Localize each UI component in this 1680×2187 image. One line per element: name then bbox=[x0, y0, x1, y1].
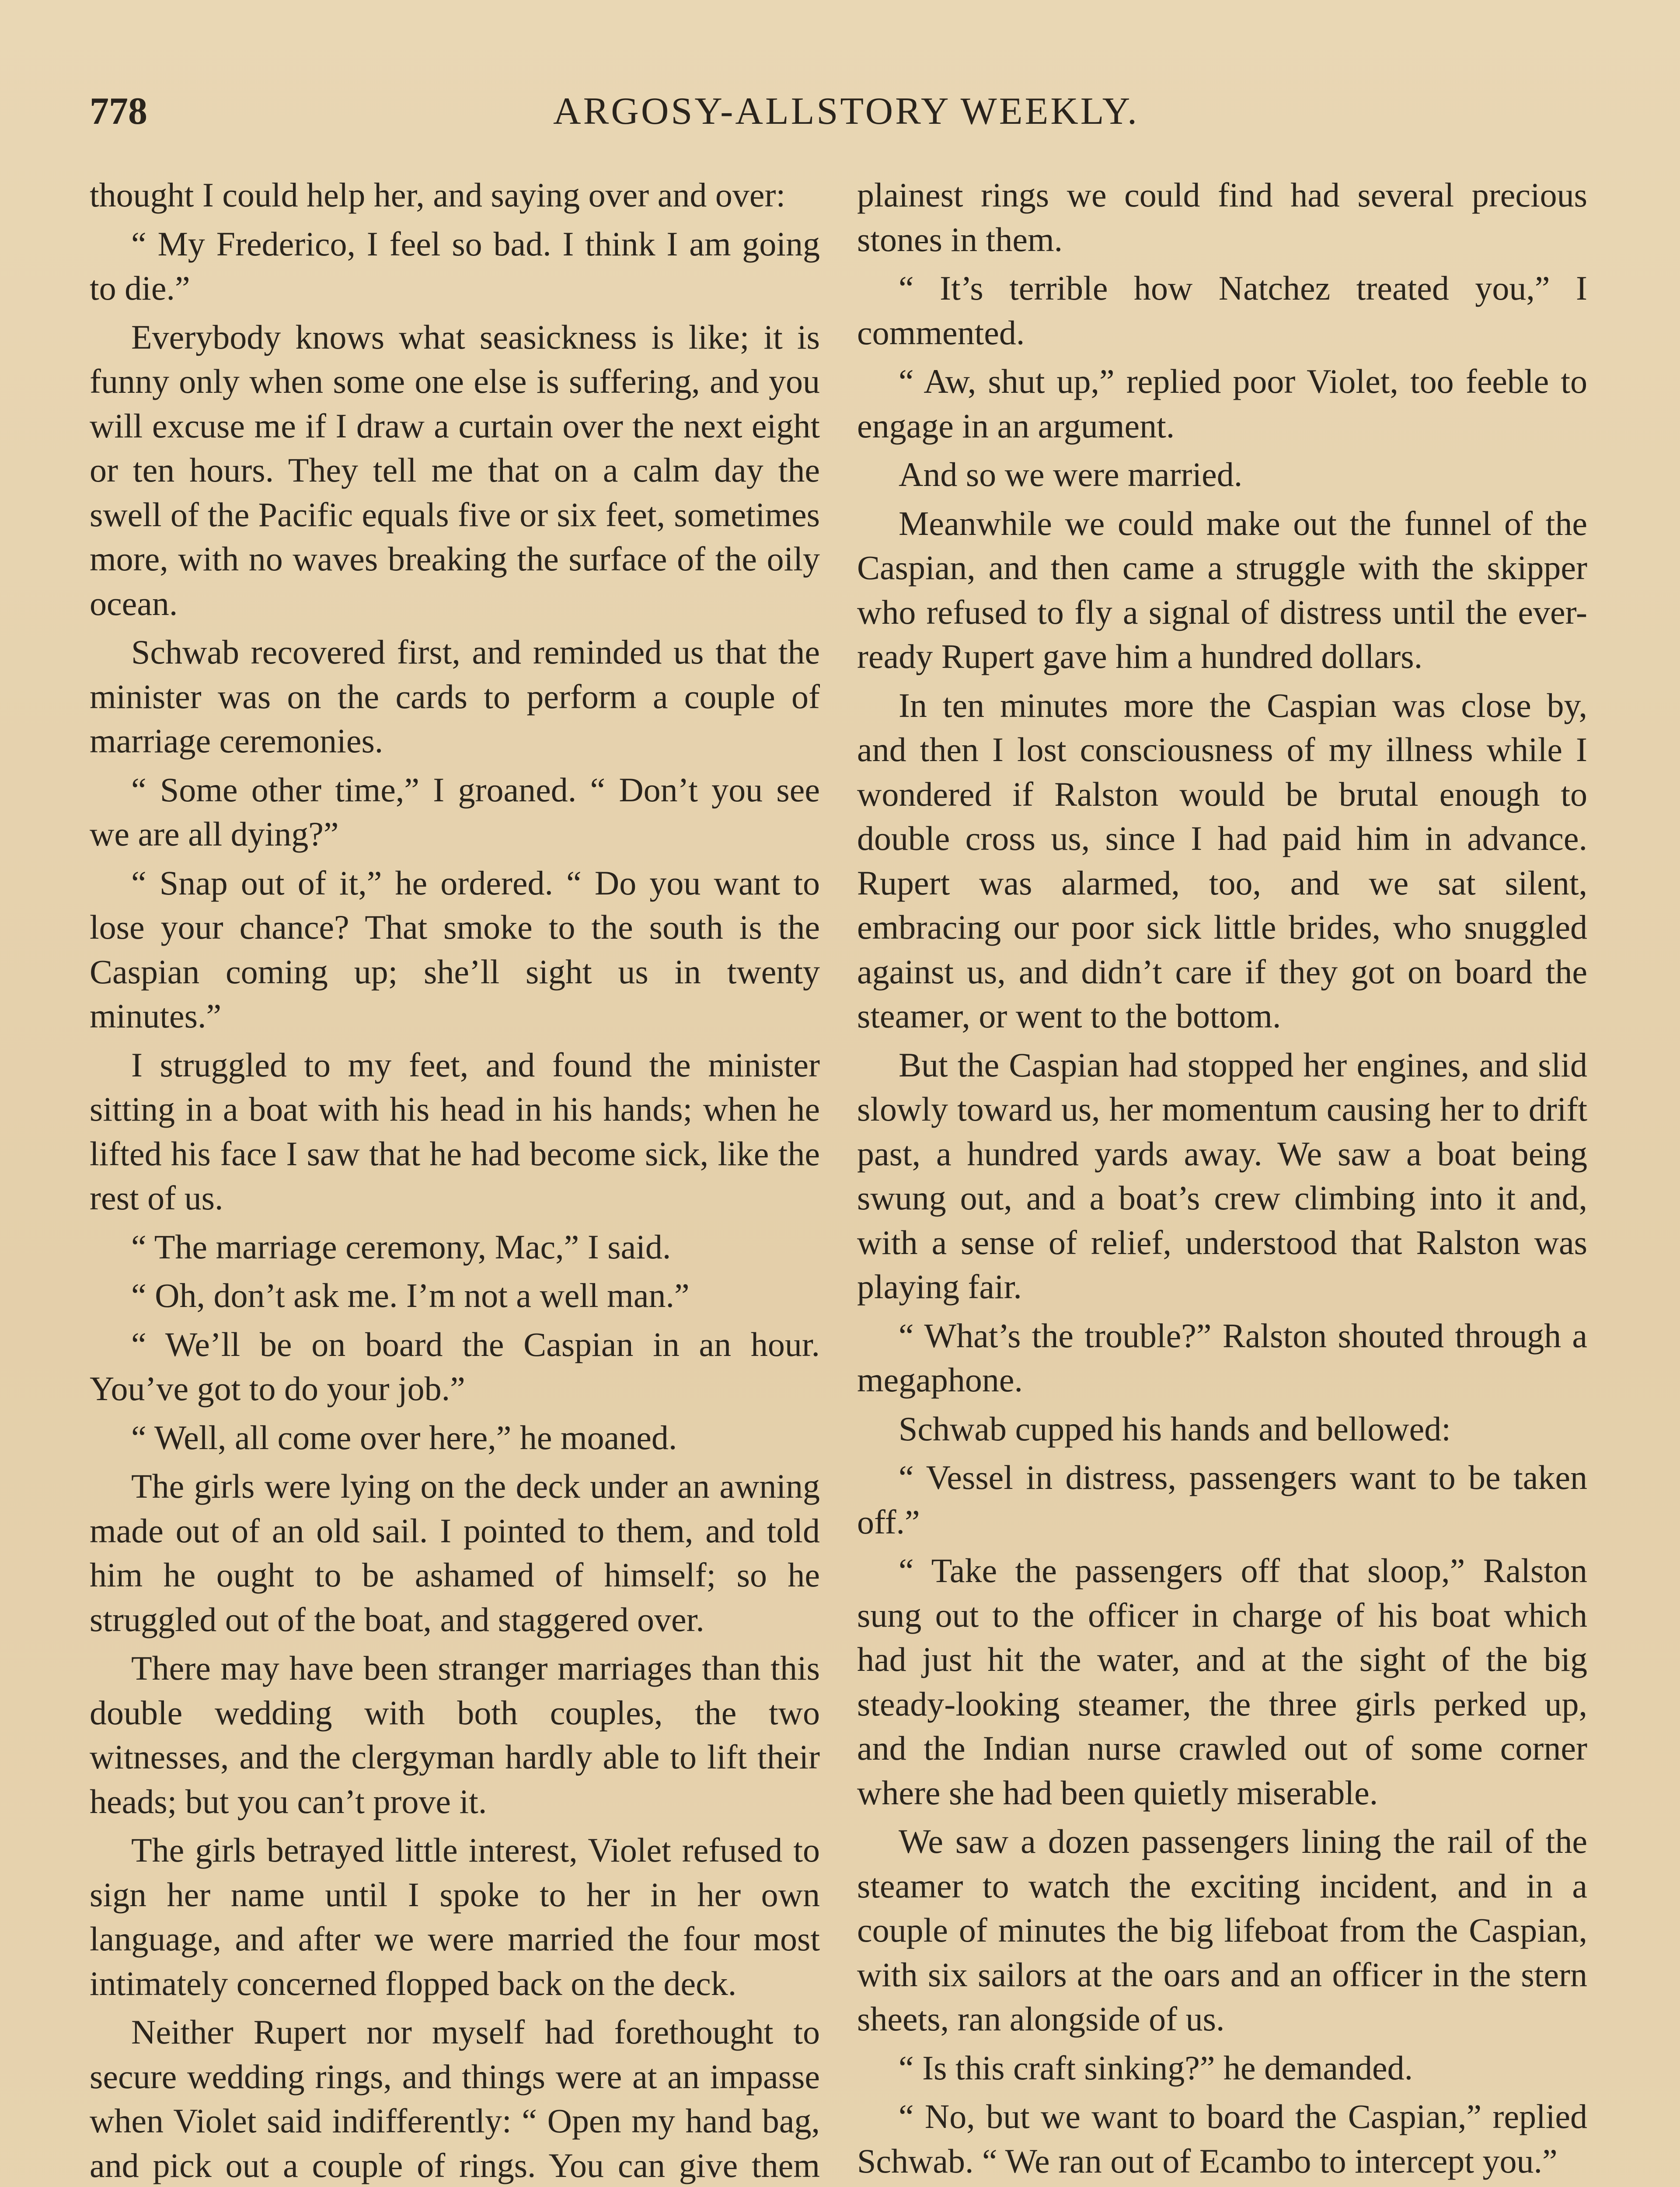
paragraph: “ Take the passengers off that sloop,” Ralston sung out to the officer in charge of his boat which had just hit the water, and at the sight of the big steady-looking steamer, the three girls perked up, and the Indian nurse crawled out of some corner where she had been quietly miserable. bbox=[857, 1551, 1587, 1812]
paragraph: We saw a dozen passengers lining the rail of the steamer to watch the exciting incident, and in a couple of minutes the big lifeboat from the Caspian, with six sailors at the oars and an officer in the stern sheets, ran alongside of us. bbox=[857, 1822, 1587, 2038]
paragraph: “ The marriage ceremony, Mac,” I said. bbox=[131, 1227, 671, 1266]
paragraph: But the Caspian had stopped her engines, and slid slowly toward us, her momentum causing her to drift past, a hundred yards away. We saw a boat being swung out, and a boat’s crew climbing into it and, with a sense of relief, understood that Ralston was playing fair. bbox=[857, 1045, 1587, 1306]
paragraph: “ Well, all come over here,” he moaned. bbox=[131, 1418, 677, 1457]
paragraph: I struggled to my feet, and found the minister sitting in a boat with his head in his hands; when he lifted his face I saw that he had become sick, like the rest of us. bbox=[90, 1045, 820, 1217]
paragraph: “ Is this craft sinking?” he demanded. bbox=[899, 2048, 1413, 2087]
paragraph: Schwab recovered first, and reminded us that the minister was on the cards to perform a couple of marriage ceremonies. bbox=[90, 633, 820, 760]
paragraph: thought I could help her, and saying over and over: bbox=[90, 176, 786, 214]
paragraph: Meanwhile we could make out the funnel of the Caspian, and then came a struggle with the skipper who refused to fly a signal of distress until the ever-ready Rupert gave him a hundred dollars. bbox=[857, 504, 1587, 675]
paragraph: In ten minutes more the Caspian was close by, and then I lost consciousness of my illness while I wondered if Ralston would be brutal enough to double cross us, since I had paid him in advance. Rupert was alarmed, too, and we sat silent, embracing our poor sick little brides, who snuggled against us, and didn’t care if they got on board the steamer, or went to the bottom. bbox=[857, 686, 1587, 1035]
paragraph: “ It’s terrible how Natchez treated you,” I commented. bbox=[857, 269, 1587, 352]
paragraph: The girls betrayed little interest, Violet refused to sign her name until I spoke to her in her own language, and after we were married the four most intimately concerned flopped back on the deck. bbox=[90, 1831, 820, 2002]
paragraph: The girls were lying on the deck under an awning made out of an old sail. I pointed to them, and told him he ought to be ashamed of himself; so he struggled out of the boat, and staggered over. bbox=[90, 1467, 820, 1639]
right-column bbox=[857, 173, 1587, 2187]
paragraph: Everybody knows what seasickness is like; it is funny only when some one else is suffering, and you will excuse me if I draw a curtain over the next eight or ten hours. They tell me that on a calm day the swell of the Pacific equals five or six feet, sometimes more, with no waves breaking the surface of the oily ocean. bbox=[90, 318, 820, 622]
paragraph: “ No, but we want to board the Caspian,” replied Schwab. “ We ran out of Ecambo to intercept you.” bbox=[857, 2097, 1587, 2180]
paragraph: “ Aw, shut up,” replied poor Violet, too feeble to engage in an argument. bbox=[857, 362, 1587, 445]
paragraph: “ My Frederico, I feel so bad. I think I am going to die.” bbox=[90, 224, 820, 307]
paragraph: plainest rings we could find had several precious stones in them. bbox=[857, 176, 1587, 259]
running-title: ARGOSY-ALLSTORY WEEKLY. bbox=[553, 90, 1139, 133]
paragraph: “ Oh, don’t ask me. I’m not a well man.” bbox=[131, 1276, 690, 1314]
paragraph: And so we were married. bbox=[899, 455, 1243, 493]
paragraph: Neither Rupert nor myself had forethought to secure wedding rings, and things were at an impasse when Violet said indifferently: “ Open my hand bag, and pick out a couple of rings. You can give them bbox=[90, 2013, 820, 2184]
paragraph: “ Some other time,” I groaned. “ Don’t you see we are all dying?” bbox=[90, 770, 820, 853]
paragraph: “ Vessel in distress, passengers want to be taken off.” bbox=[857, 1458, 1587, 1541]
page-header bbox=[90, 85, 1603, 138]
left-column bbox=[90, 173, 820, 2187]
page-number: 778 bbox=[90, 90, 147, 133]
paragraph: There may have been stranger marriages than this double wedding with both couples, the two witnesses, and the clergyman hardly able to lift their heads; but you can’t prove it. bbox=[90, 1649, 820, 1820]
paragraph: “ We’ll be on board the Caspian in an hour. You’ve got to do your job.” bbox=[90, 1325, 820, 1408]
paragraph: Schwab cupped his hands and bellowed: bbox=[899, 1409, 1451, 1448]
paragraph: “ What’s the trouble?” Ralston shouted through a megaphone. bbox=[857, 1316, 1587, 1399]
paragraph: “ Snap out of it,” he ordered. “ Do you want to lose your chance? That smoke to the south is the Caspian coming up; she’ll sight us in twenty minutes.” bbox=[90, 863, 820, 1035]
